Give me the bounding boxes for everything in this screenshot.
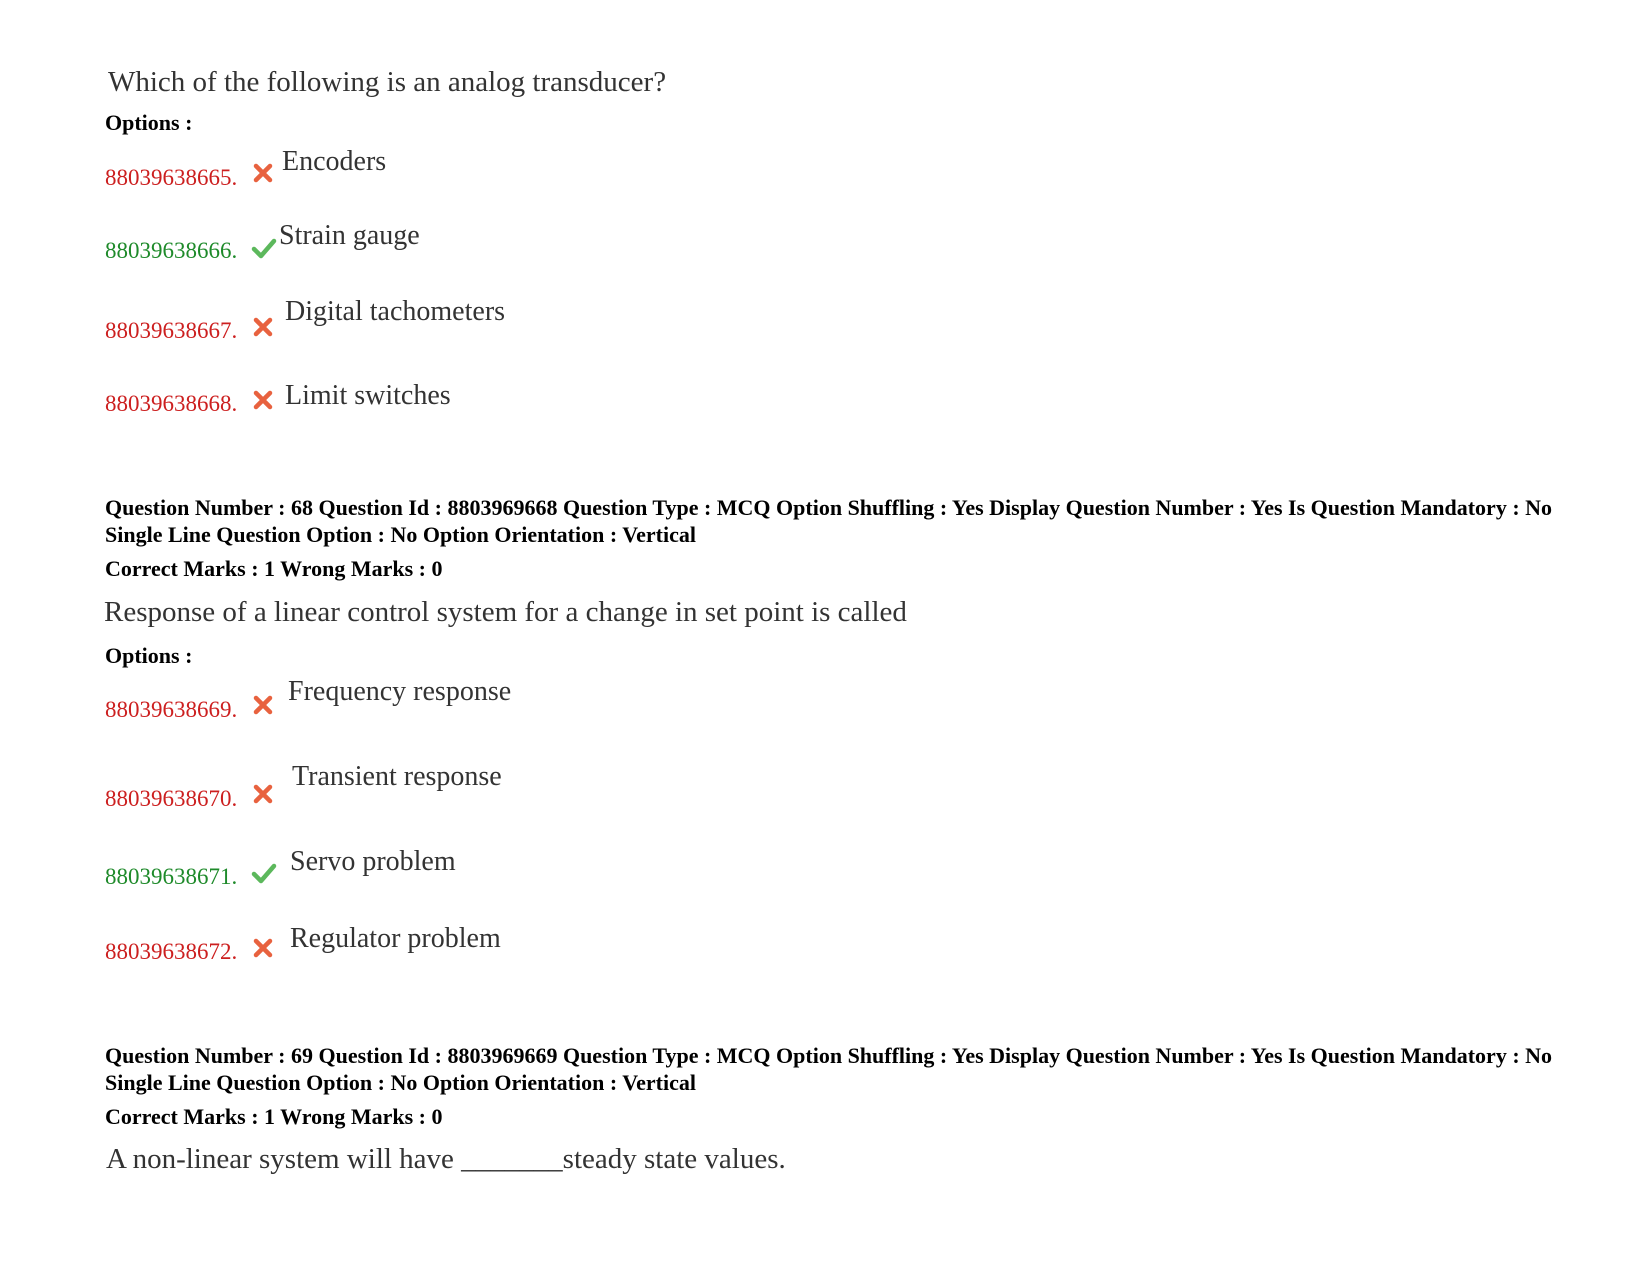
cross-icon — [252, 316, 274, 338]
cross-icon — [252, 694, 274, 716]
option-id: 88039638666. — [105, 238, 238, 263]
question-marks: Correct Marks : 1 Wrong Marks : 0 — [105, 556, 443, 581]
cross-icon — [252, 783, 274, 805]
question-text: Response of a linear control system for a change in set point is called — [104, 596, 907, 628]
option-text: Regulator problem — [290, 923, 501, 954]
option-text: Digital tachometers — [285, 296, 506, 327]
option-id: 88039638665. — [105, 165, 238, 190]
option-text: Encoders — [282, 146, 387, 177]
option-id: 88039638672. — [105, 939, 238, 964]
check-icon — [251, 862, 277, 884]
check-icon — [251, 237, 277, 259]
cross-icon — [252, 162, 274, 184]
option-text: Strain gauge — [279, 220, 420, 251]
option-text: Transient response — [292, 761, 502, 792]
option-text: Servo problem — [290, 846, 456, 877]
options-label: Options : — [105, 643, 193, 668]
option-text: Limit switches — [285, 380, 451, 411]
option-id: 88039638668. — [105, 391, 238, 416]
option-text: Frequency response — [288, 676, 512, 707]
question-text: Which of the following is an analog transducer? — [108, 66, 667, 98]
question-marks: Correct Marks : 1 Wrong Marks : 0 — [105, 1104, 443, 1129]
option-id: 88039638667. — [105, 318, 238, 343]
option-id: 88039638669. — [105, 697, 238, 722]
options-label: Options : — [105, 110, 193, 135]
option-id: 88039638671. — [105, 864, 238, 889]
question-meta: Question Number : 69 Question Id : 8803969669 Question Type : MCQ Option Shuffling : Yes Display Question Number : Yes Is Question Mandatory : No Single Line Question Option : No Option Orientation : Vertical — [105, 1043, 1553, 1095]
cross-icon — [252, 937, 274, 959]
question-meta: Question Number : 68 Question Id : 8803969668 Question Type : MCQ Option Shuffling : Yes Display Question Number : Yes Is Question Mandatory : No Single Line Question Option : No Option Orientation : Vertical — [105, 495, 1553, 547]
cross-icon — [252, 389, 274, 411]
question-text: A non-linear system will have _______steady state values. — [106, 1143, 786, 1175]
option-id: 88039638670. — [105, 786, 238, 811]
